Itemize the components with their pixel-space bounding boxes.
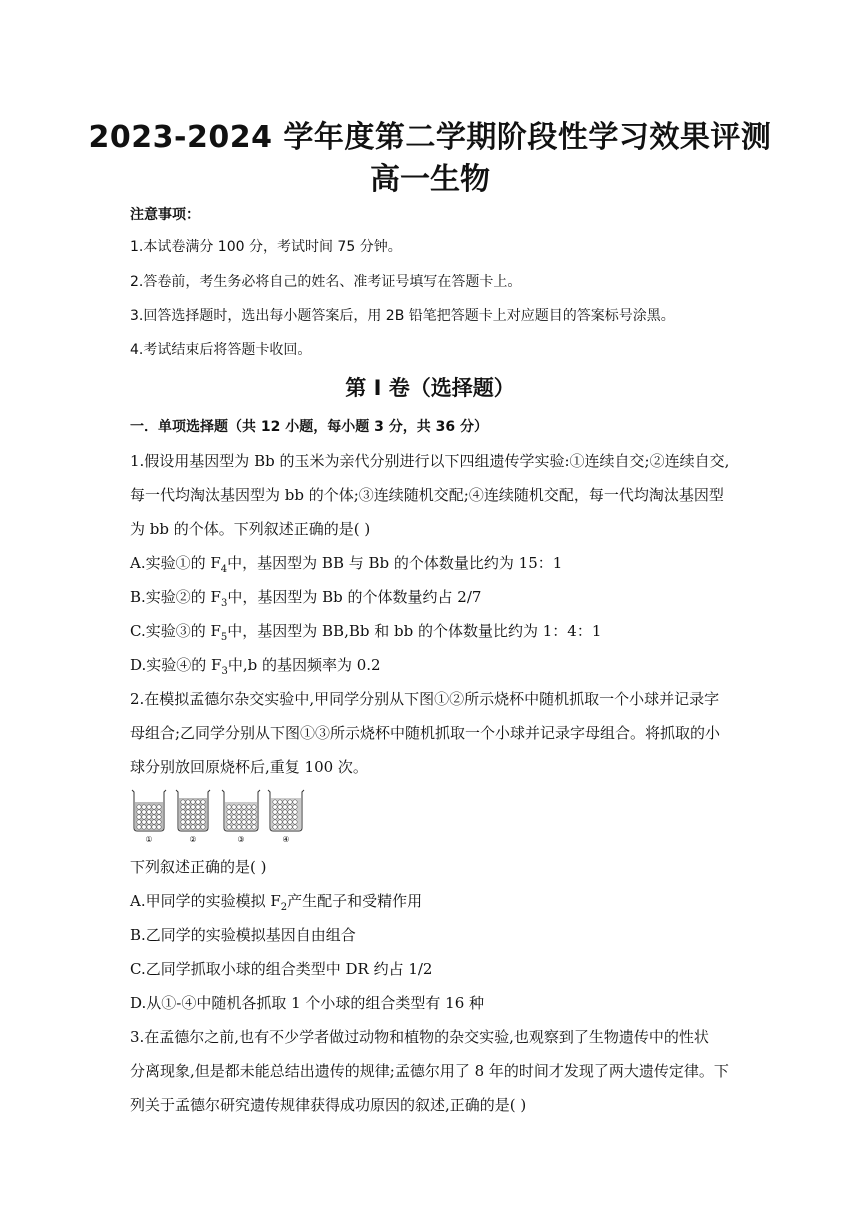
ball: [227, 825, 231, 829]
ball: [293, 815, 297, 819]
ball: [273, 815, 277, 819]
ball: [186, 825, 190, 829]
q1-option-b: B.实验②的 $F_3$中，基因型为 Bb 的个体数量约占 2/7: [130, 588, 482, 609]
ball: [293, 805, 297, 809]
ball: [186, 800, 190, 804]
ball: [201, 820, 205, 824]
ball: [191, 800, 195, 804]
ball: [191, 810, 195, 814]
ball: [181, 810, 185, 814]
ball: [252, 825, 256, 829]
ball: [273, 800, 277, 804]
ball: [152, 825, 156, 829]
ball: [283, 825, 287, 829]
notes-heading: 注意事项：: [130, 207, 200, 223]
ball: [201, 800, 205, 804]
ball: [242, 820, 246, 824]
q1-option-a: A.实验①的 $F_4$中，基因型为 BB 与 Bb 的个体数量比约为 15：1: [130, 554, 563, 575]
note-item: 2.答卷前，考生务必将自己的姓名、准考证号填写在答题卡上。: [130, 274, 522, 290]
section-title: 第 I 卷（选择题）: [345, 376, 515, 400]
ball: [293, 820, 297, 824]
ball: [247, 805, 251, 809]
ball: [191, 805, 195, 809]
ball: [227, 815, 231, 819]
ball: [157, 815, 161, 819]
q1-stem-line: 每一代均淘汰基因型为 bb 的个体;③连续随机交配;④连续随机交配，每一代均淘汰基因型: [130, 486, 724, 504]
note-item: 1.本试卷满分 100 分，考试时间 75 分钟。: [130, 239, 402, 255]
q2-stem-line: 球分别放回原烧杯后,重复 100 次。: [130, 758, 368, 776]
ball: [288, 810, 292, 814]
note-item: 3.回答选择题时，选出每小题答案后，用 2B 铅笔把答题卡上对应题目的答案标号涂黑。: [130, 308, 675, 324]
ball: [283, 815, 287, 819]
ball: [191, 825, 195, 829]
ball: [232, 810, 236, 814]
ball: [237, 825, 241, 829]
ball: [186, 810, 190, 814]
ball: [278, 805, 282, 809]
beaker-label: ②: [189, 835, 197, 844]
ball: [181, 815, 185, 819]
ball: [283, 820, 287, 824]
ball: [232, 815, 236, 819]
ball: [242, 810, 246, 814]
q2-option-d: D.从①-④中随机各抓取 1 个小球的组合类型有 16 种: [130, 994, 485, 1012]
ball: [252, 810, 256, 814]
ball: [247, 810, 251, 814]
ball: [201, 810, 205, 814]
exam-subtitle: 高一生物: [370, 162, 490, 197]
ball: [152, 820, 156, 824]
ball: [283, 800, 287, 804]
ball: [288, 805, 292, 809]
ball: [288, 820, 292, 824]
beakers-figure: [128, 784, 318, 844]
ball: [242, 815, 246, 819]
ball: [147, 820, 151, 824]
ball: [247, 825, 251, 829]
ball: [278, 810, 282, 814]
ball: [242, 805, 246, 809]
ball: [232, 820, 236, 824]
ball: [191, 820, 195, 824]
ball: [186, 815, 190, 819]
ball: [152, 810, 156, 814]
beaker-label: ③: [237, 835, 245, 844]
ball: [252, 820, 256, 824]
ball: [152, 815, 156, 819]
ball: [137, 820, 141, 824]
ball: [237, 820, 241, 824]
ball: [283, 810, 287, 814]
ball: [137, 810, 141, 814]
ball: [247, 820, 251, 824]
ball: [278, 800, 282, 804]
ball: [142, 820, 146, 824]
ball: [273, 825, 277, 829]
ball: [278, 825, 282, 829]
ball: [157, 825, 161, 829]
q3-stem-line: 分离现象,但是都未能总结出遗传的规律;孟德尔用了 8 年的时间才发现了两大遗传定律。下: [130, 1062, 729, 1080]
exam-title: 2023-2024 学年度第二学期阶段性学习效果评测: [88, 120, 772, 155]
ball: [237, 810, 241, 814]
ball: [278, 815, 282, 819]
ball: [142, 815, 146, 819]
ball: [152, 805, 156, 809]
ball: [157, 820, 161, 824]
ball: [147, 810, 151, 814]
q2-option-a: A.甲同学的实验模拟 $F_2$产生配子和受精作用: [130, 892, 423, 913]
ball: [181, 820, 185, 824]
q2-ask: 下列叙述正确的是( ): [130, 858, 267, 876]
ball: [227, 805, 231, 809]
ball: [247, 815, 251, 819]
q2-stem-line: 母组合;乙同学分别从下图①③所示烧杯中随机抓取一个小球并记录字母组合。将抓取的小: [130, 724, 721, 742]
ball: [273, 805, 277, 809]
ball: [181, 825, 185, 829]
ball: [142, 810, 146, 814]
ball: [278, 820, 282, 824]
q3-stem-line: 3.在孟德尔之前,也有不少学者做过动物和植物的杂交实验,也观察到了生物遗传中的性状: [130, 1028, 709, 1046]
ball: [237, 815, 241, 819]
ball: [237, 805, 241, 809]
ball: [196, 800, 200, 804]
q1-option-c: C.实验③的 $F_5$中，基因型为 BB,Bb 和 bb 的个体数量比约为 1：4：1: [130, 622, 602, 643]
ball: [147, 805, 151, 809]
q1-stem-line: 1.假设用基因型为 Bb 的玉米为亲代分别进行以下四组遗传学实验:①连续自交;②连续自交,: [130, 452, 730, 470]
q1-stem-line: 为 bb 的个体。下列叙述正确的是( ): [130, 520, 371, 538]
ball: [186, 820, 190, 824]
ball: [288, 825, 292, 829]
ball: [186, 805, 190, 809]
part-heading: 一．单项选择题（共 12 小题，每小题 3 分，共 36 分）: [130, 419, 488, 435]
ball: [196, 820, 200, 824]
q2-stem-line: 2.在模拟孟德尔杂交实验中,甲同学分别从下图①②所示烧杯中随机抓取一个小球并记录字: [130, 690, 720, 708]
ball: [242, 825, 246, 829]
ball: [232, 805, 236, 809]
ball: [196, 815, 200, 819]
q2-option-b: B.乙同学的实验模拟基因自由组合: [130, 926, 356, 944]
ball: [137, 815, 141, 819]
ball: [252, 805, 256, 809]
q2-option-c: C.乙同学抓取小球的组合类型中 DR 约占 1/2: [130, 960, 433, 978]
ball: [273, 820, 277, 824]
ball: [196, 810, 200, 814]
ball: [181, 800, 185, 804]
q3-stem-line: 列关于孟德尔研究遗传规律获得成功原因的叙述,正确的是( ): [130, 1096, 527, 1114]
ball: [147, 815, 151, 819]
ball: [201, 825, 205, 829]
beaker-label: ①: [145, 835, 153, 844]
ball: [227, 820, 231, 824]
ball: [293, 810, 297, 814]
ball: [293, 825, 297, 829]
ball: [157, 805, 161, 809]
ball: [232, 825, 236, 829]
ball: [137, 825, 141, 829]
ball: [201, 805, 205, 809]
beaker-label: ④: [282, 835, 290, 844]
ball: [283, 805, 287, 809]
ball: [147, 825, 151, 829]
ball: [142, 805, 146, 809]
ball: [227, 810, 231, 814]
ball: [293, 800, 297, 804]
note-item: 4.考试结束后将答题卡收回。: [130, 342, 312, 358]
ball: [181, 805, 185, 809]
ball: [142, 825, 146, 829]
ball: [288, 815, 292, 819]
ball: [273, 810, 277, 814]
ball: [201, 815, 205, 819]
ball: [157, 810, 161, 814]
ball: [252, 815, 256, 819]
ball: [196, 805, 200, 809]
ball: [196, 825, 200, 829]
ball: [288, 800, 292, 804]
ball: [137, 805, 141, 809]
q1-option-d: D.实验④的 $F_3$中,b 的基因频率为 0.2: [130, 656, 381, 677]
ball: [191, 815, 195, 819]
